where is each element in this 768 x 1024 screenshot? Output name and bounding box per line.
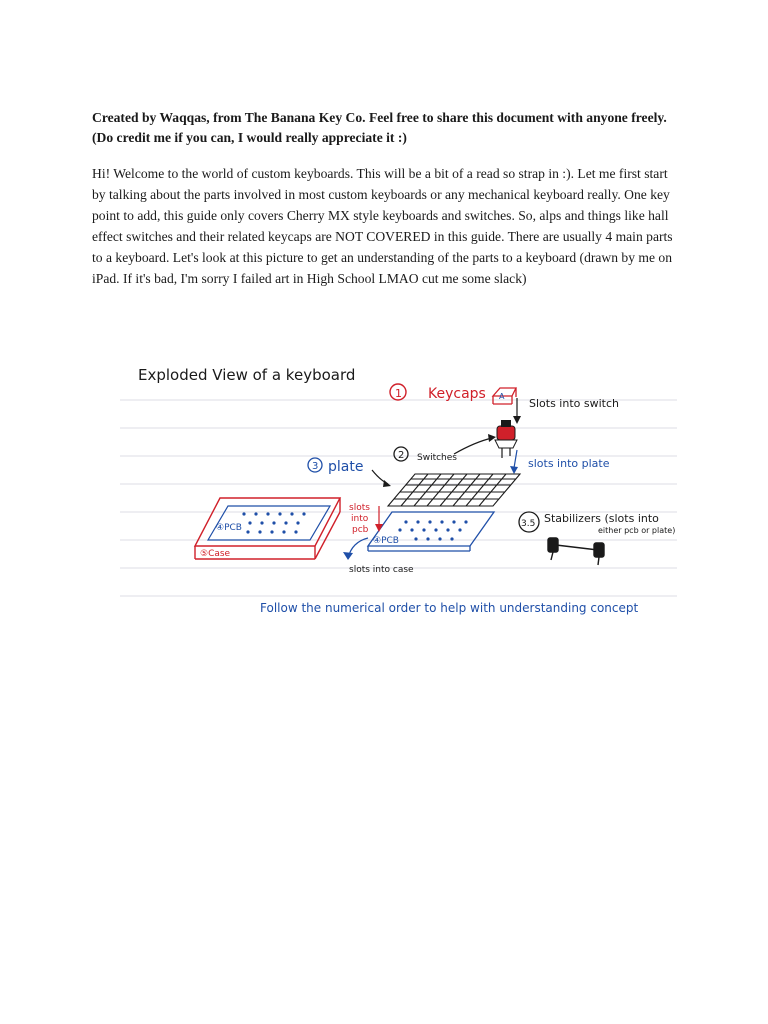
slots-into-pcb-line3: pcb — [352, 525, 369, 535]
plate-number: 3 — [312, 461, 319, 472]
plate-label: plate — [328, 459, 364, 475]
switches-label: Switches — [417, 453, 457, 463]
pcb-left-label: ④PCB — [216, 523, 242, 533]
keycaps-label: Keycaps — [428, 386, 486, 402]
slots-into-case-label: slots into case — [349, 565, 414, 575]
exploded-keyboard-figure — [120, 346, 677, 621]
switches-number: 2 — [398, 450, 405, 461]
pcb-right-dots — [398, 520, 467, 540]
pcb-left-dots — [242, 512, 305, 533]
case-label: ⑤Case — [200, 549, 231, 559]
plate-grid — [388, 474, 520, 506]
figure-footer: Follow the numerical order to help with understanding concept — [260, 601, 639, 615]
stabilizers-label: Stabilizers (slots into — [544, 512, 659, 525]
stabilizers-label-2: either pcb or plate) — [598, 526, 676, 535]
switch-drawing — [495, 420, 517, 458]
document-heading: Created by Waqqas, from The Banana Key Co. Feel free to share this document with anyone freely. (Do credit me if you can, I would really appreciate it :) — [92, 110, 667, 145]
slots-into-switch-label: Slots into switch — [529, 397, 619, 410]
pcb-right-label: ④PCB — [373, 536, 399, 546]
stabilizers-drawing — [548, 538, 604, 565]
slots-into-pcb-line2: into — [351, 514, 369, 524]
stabilizers-number: 3.5 — [521, 519, 536, 529]
keycaps-number: 1 — [395, 387, 402, 400]
figure-title: Exploded View of a keyboard — [138, 366, 356, 384]
slots-into-plate-label: slots into plate — [528, 457, 610, 470]
slots-into-pcb-line1: slots — [349, 503, 370, 513]
keycap-drawing — [493, 388, 516, 404]
intro-paragraph: Hi! Welcome to the world of custom keyboards. This will be a bit of a read so strap in :). Let me first start by talking about the parts involved in most custom keyboards or any mechanical keyboard really. One key point to add, this guide only covers Cherry MX style keyboards and switches. So, alps and things like hall effect switches and their related keycaps are NOT COVERED in this guide. There are usually 4 main parts to a keyboard. Let's look at this picture to get an understanding of the parts to a keyboard (drawn by me on iPad. If it's bad, I'm sorry I failed art in High School LMAO cut me some slack) — [92, 166, 673, 286]
keycap-letter: A — [499, 392, 505, 401]
